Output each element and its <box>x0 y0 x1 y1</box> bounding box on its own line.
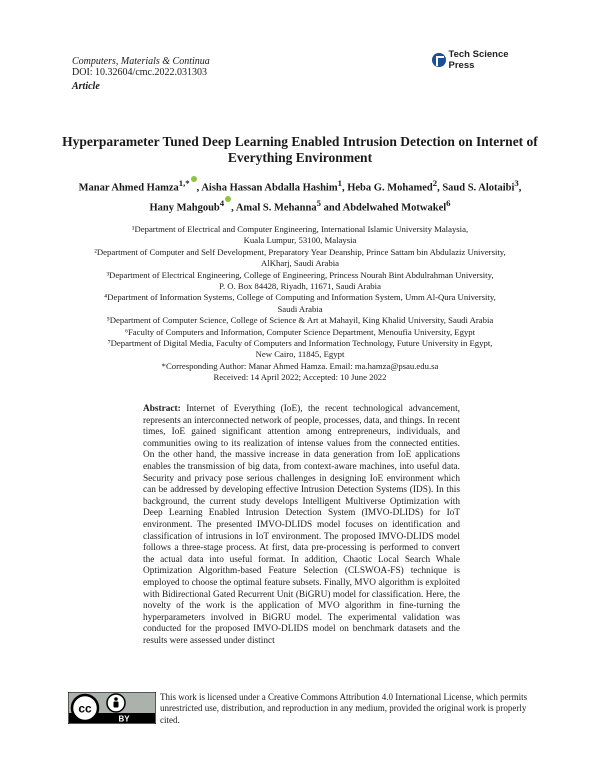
cc-by-license-badge[interactable] <box>68 692 156 724</box>
affiliation-line: Kuala Lumpur, 53100, Malaysia <box>243 235 357 246</box>
orcid-icon[interactable] <box>225 196 231 202</box>
author-conjunction: and <box>323 202 341 213</box>
publisher-logo-icon <box>432 53 446 67</box>
affiliation-line: ¹Department of Electrical and Computer Engineering, International Islamic University Malaysia, <box>131 224 469 234</box>
cc-badge-text: cc <box>78 701 92 716</box>
author-affiliation-mark: 6 <box>446 197 451 208</box>
author-name[interactable]: Abdelwahed Motwakel <box>342 202 447 213</box>
abstract-text: Internet of Everything (IoE), the recent technological advancement, represents an interconnected network of people, processes, data, and things. In recent times, IoE gained significant attention among entrepreneurs, individuals, and communities owing to its realization of intense values from the connected entities. On the other hand, the massive increase in data generation from IoE applications enables the transmission of big data, from context-aware machines, into useful data. Security and privacy pose serious challenges in designing IoE environment which can be addressed by developing effective Intrusion Detection Systems (IDS). In this background, the current study develops Intelligent Multiverse Optimization with Deep Learning Enabled Intrusion Detection System (IMVO-DLIDS) for IoT environment. The presented IMVO-DLIDS model focuses on identification and classification of intrusions in IoT environment. The proposed IMVO-DLIDS model follows a three-stage process. At first, data pre-processing is performed to convert the actual data into useful format. In addition, Chaotic Local Search Whale Optimization Algorithm-based Feature Selection (CLSWOA-FS) technique is employed to choose the optimal feature subsets. Finally, MVO algorithm is exploited with Bidirectional Gated Recurrent Unit (BiGRU) model for classification. Here, the novelty of the work is the application of MVO algorithm in fine-turning the hyperparameters involved in BiGRU model. The experimental validation was conducted for the proposed IMVO-DLIDS model on benchmark datasets and the results were assessed under distinct <box>143 404 460 646</box>
author-name[interactable]: Heba G. Mohamed <box>347 182 433 194</box>
abstract-label: Abstract: <box>143 404 181 414</box>
author-name[interactable]: Amal S. Mehanna <box>235 202 317 213</box>
corresponding-author: *Corresponding Author: Manar Ahmed Hamza. Email: ma.hamza@psau.edu.sa <box>161 360 439 371</box>
affiliation-line: ⁷Department of Digital Media, Faculty of Computers and Information Technology, Future University in Egypt, <box>107 338 493 349</box>
author-affiliation-mark: 3 <box>514 178 519 188</box>
author-affiliation-mark: 1 <box>337 178 342 188</box>
by-badge-text: BY <box>118 714 130 724</box>
journal-name: Computers, Materials & Continua <box>72 56 210 67</box>
doi[interactable]: DOI: 10.32604/cmc.2022.031303 <box>72 67 207 78</box>
publisher-name: Tech Science Press <box>448 49 509 71</box>
affiliation-line: P. O. Box 84428, Riyadh, 11671, Saudi Arabia <box>219 281 381 292</box>
affiliation-line: AlKharj, Saudi Arabia <box>261 258 339 269</box>
author-line-2: Hany Mahgoub$^4$ , Amal S. Mehanna$^5$ and Abdelwahed Motwakel$^6$ <box>149 197 451 213</box>
author-name[interactable]: Saud S. Alotaibi <box>442 182 515 194</box>
affiliations <box>60 224 540 384</box>
affiliation-line: ²Department of Computer and Self Development, Preparatory Year Deanship, Prince Sattam bin Abdulaziz University, <box>94 246 506 257</box>
affiliation-line: ⁴Department of Information Systems, College of Computing and Information System, Umm Al-Qura University, <box>104 292 496 303</box>
affiliation-line: ⁵Department of Computer Science, College of Science & Art at Mahayil, King Khalid University, Saudi Arabia <box>106 315 494 326</box>
paper-title: Hyperparameter Tuned Deep Learning Enabled Intrusion Detection on Internet of Everything Environment <box>62 134 538 165</box>
author-affiliation-mark: 5 <box>316 197 321 208</box>
author-affiliation-mark: 1,* <box>178 178 190 188</box>
publisher-logo <box>432 49 534 71</box>
author-name[interactable]: Aisha Hassan Abdalla Hashim <box>201 182 338 194</box>
author-name[interactable]: Hany Mahgoub <box>149 202 220 213</box>
abstract <box>143 404 460 647</box>
author-affiliation-mark: 4 <box>219 197 225 208</box>
article-type: Article <box>72 81 100 92</box>
received-accepted-dates: Received: 14 April 2022; Accepted: 10 June 2022 <box>213 372 387 383</box>
affiliation-line: New Cairo, 11845, Egypt <box>255 349 345 360</box>
affiliation-line: ⁶Faculty of Computers and Information, Computer Science Department, Menoufia University, Egypt <box>124 326 476 337</box>
author-affiliation-mark: 2 <box>432 178 438 188</box>
affiliation-line: Saudi Arabia <box>277 303 323 314</box>
cc-by-icon <box>68 692 156 724</box>
orcid-icon[interactable] <box>191 176 197 182</box>
author-list <box>60 176 540 215</box>
author-name[interactable]: Manar Ahmed Hamza <box>78 182 179 194</box>
license-statement: This work is licensed under a Creative Commons Attribution 4.0 International License, which permits unrestricted use, distribution, and reproduction in any medium, provided the original work is properly cited. <box>160 692 528 725</box>
author-line-1: Manar Ahmed Hamza$^{1,*}$ , Aisha Hassan Abdalla Hashim$^1$, Heba G. Mohamed$^2$, Saud S. Alotaibi$^3$, <box>78 178 522 194</box>
affiliation-line: ³Department of Electrical Engineering, College of Engineering, Princess Nourah Bint Abdulrahman University, <box>106 269 494 280</box>
